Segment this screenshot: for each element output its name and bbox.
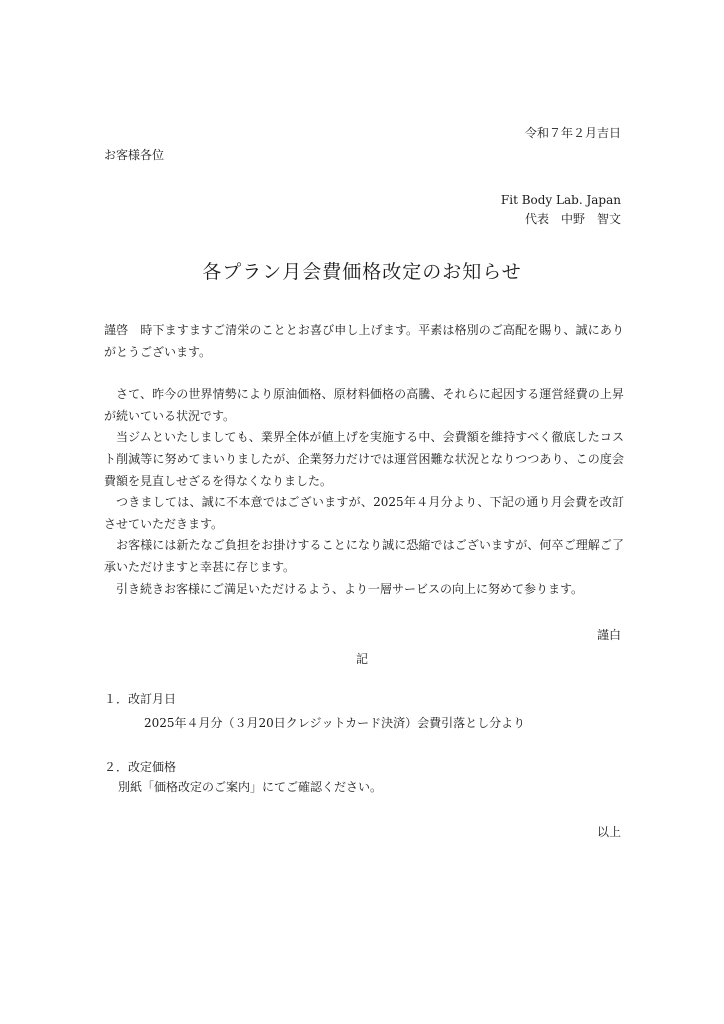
ki-heading: 記 — [355, 652, 368, 666]
body-text — [104, 320, 624, 600]
issue-date: 令和７年２月吉日 — [524, 126, 621, 140]
closing-word: 謹白 — [596, 628, 621, 642]
item-detail: 2025年４月分（３月20日クレジットカード決済）会費引落とし分より — [144, 716, 526, 730]
item-detail: 別紙「価格改定のご案内」にてご確認ください。 — [118, 780, 383, 794]
representative: 代表 中野 智文 — [524, 212, 621, 226]
greeting-paragraph: 謹啓 時下ますますご清栄のこととお喜び申し上げます。平素は格別のご高配を賜り、誠にありがとうございます。 — [104, 323, 624, 359]
item-heading: １．改訂月日 — [104, 692, 177, 706]
body-paragraph: 当ジムといたしましても、業界全体が値上げを実施する中、会費額を維持すべく徹底したコスト削減等に努めてまいりましたが、企業努力だけでは運営困難な状況となりつつあり、この度会費額を見直しせざるを得なくなりました。 — [104, 430, 624, 488]
body-paragraph: 引き続きお客様にご満足いただけるよう、より一層サービスの向上に努めて参ります。 — [116, 581, 584, 596]
end-mark: 以上 — [596, 825, 621, 839]
item-heading: ２．改定価格 — [104, 760, 177, 774]
body-paragraph: つきましては、誠に不本意ではございますが、2025年４月分より、下記の通り月会費を改訂させていただきます。 — [104, 495, 624, 531]
body-paragraph: お客様には新たなご負担をお掛けすることになり誠に恐縮ではございますが、何卒ご理解ご了承いただけますと幸甚に存じます。 — [104, 538, 624, 574]
company-name: Fit Body Lab. Japan — [500, 193, 621, 207]
body-paragraph: さて、昨今の世界情勢により原油価格、原材料価格の高騰、それらに起因する運営経費の上昇が続いている状況です。 — [104, 387, 624, 423]
recipient: お客様各位 — [104, 148, 165, 162]
document-title: 各プラン月会費価格改定のお知らせ — [202, 261, 522, 283]
